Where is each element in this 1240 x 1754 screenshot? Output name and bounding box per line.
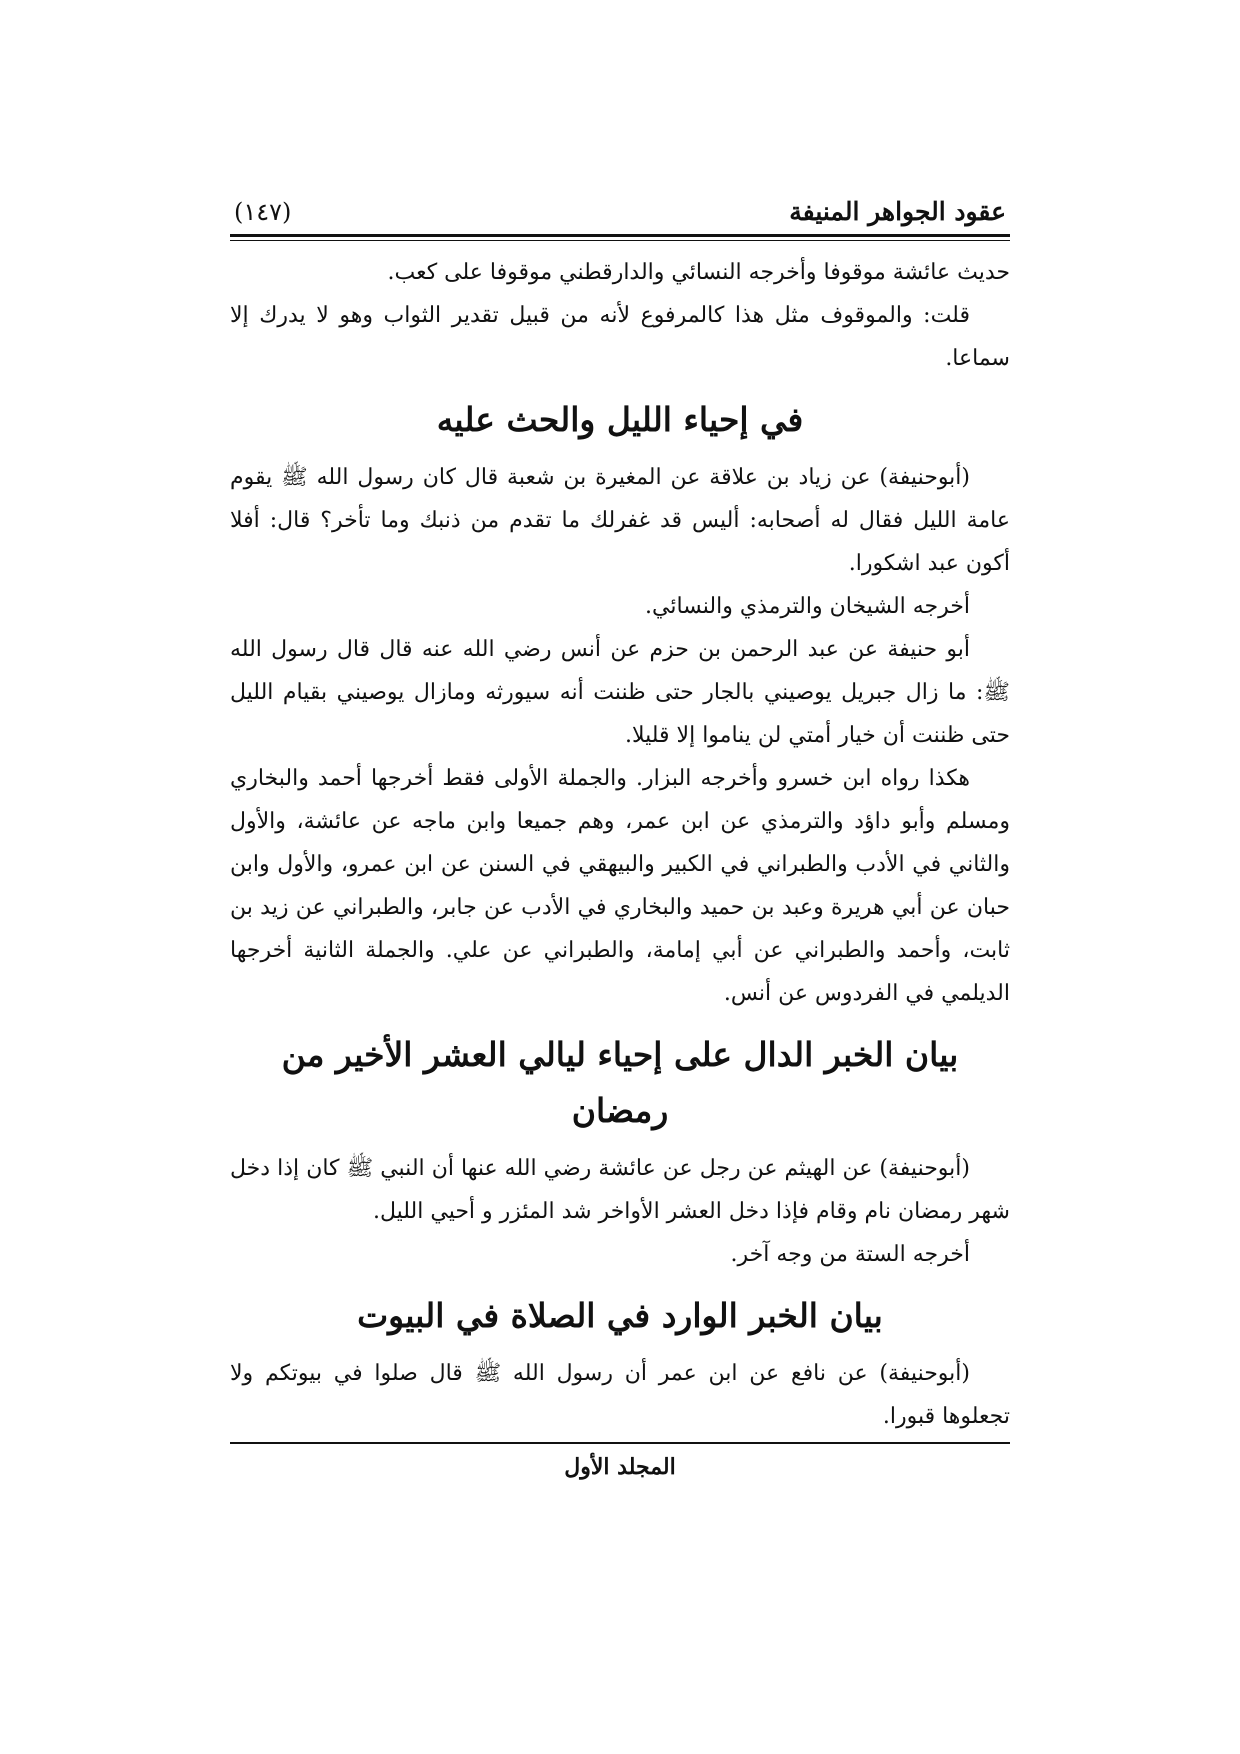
page-number: (١٤٧)	[234, 198, 292, 226]
page-body	[230, 251, 1010, 1438]
paragraph-takhrij-3: أخرجه الستة من وجه آخر.	[730, 1242, 970, 1267]
book-title: عقود الجواهر المنيفة	[789, 197, 1006, 226]
section-heading-prayer-at-home: بيان الخبر الوارد في الصلاة في البيوت	[357, 1296, 883, 1335]
paragraph-hadith-mughira: (أبوحنيفة) عن زياد بن علاقة عن المغيرة بن شعبة قال كان رسول الله ﷺ يقوم عامة الليل فقال له أصحابه: أليس قد غفرلك ما تقدم من ذنبك وما تأخر؟ قال: أفلا أكون عبد اشكورا.	[230, 465, 1010, 576]
paragraph-takhrij-2: هكذا رواه ابن خسرو وأخرجه البزار. والجملة الأولى فقط أخرجها أحمد والبخاري ومسلم وأبو داؤد والترمذي عن ابن عمر، وهم جميعا وابن ماجه عن عائشة، والأول والثاني في الأدب والطبراني في الكبير والبيهقي في السنن عن ابن عمرو، والأول وابن حبان عن أبي هريرة وعبد بن حميد والبخاري في الأدب عن جابر، والطبراني عن زيد بن ثابت، وأحمد والطبراني عن أبي إمامة، والطبراني عن علي. والجملة الثانية أخرجها الديلمي في الفردوس عن أنس.	[230, 766, 1010, 1006]
paragraph-hadith-ibn-umar: (أبوحنيفة) عن نافع عن ابن عمر أن رسول الله ﷺ قال صلوا في بيوتكم ولا تجعلوها قبورا.	[230, 1361, 1010, 1429]
paragraph-takhrij-1: أخرجه الشيخان والترمذي والنسائي.	[645, 594, 970, 619]
volume-label: المجلد الأول	[564, 1454, 676, 1480]
footer-rule	[230, 1442, 1010, 1444]
paragraph-note: قلت: والموقوف مثل هذا كالمرفوع لأنه من قبيل تقدير الثواب وهو لا يدرك إلا سماعا.	[230, 303, 1010, 371]
section-heading-last-ten-nights: بيان الخبر الدال على إحياء ليالي العشر الأخير من رمضان	[281, 1035, 959, 1130]
book-page	[230, 180, 1010, 1600]
paragraph-continuation: حديث عائشة موقوفا وأخرجه النسائي والدارقطني موقوفا على كعب.	[387, 260, 1010, 285]
paragraph-hadith-anas: أبو حنيفة عن عبد الرحمن بن حزم عن أنس رضي الله عنه قال قال رسول الله ﷺ: ما زال جبريل يوصيني بالجار حتى ظننت أنه سيورثه ومازال يوصيني بقيام الليل حتى ظننت أن خيار أمتي لن يناموا إلا قليلا.	[230, 637, 1010, 748]
section-heading-night-prayer: في إحياء الليل والحث عليه	[436, 400, 804, 439]
running-header	[230, 180, 1010, 226]
paragraph-hadith-aisha: (أبوحنيفة) عن الهيثم عن رجل عن عائشة رضي الله عنها أن النبي ﷺ كان إذا دخل شهر رمضان نام وقام فإذا دخل العشر الأواخر شد المئزر و أحيي الليل.	[230, 1156, 1010, 1224]
header-rule	[230, 234, 1010, 241]
